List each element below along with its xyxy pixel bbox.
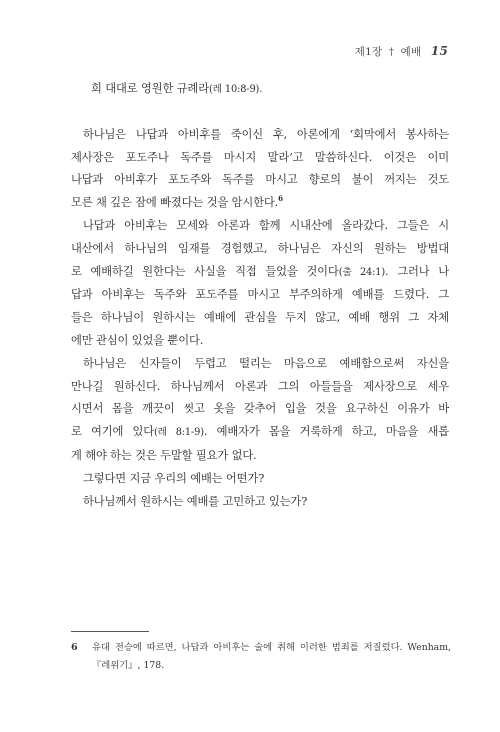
line-text: . 그러나 나	[385, 264, 450, 278]
text-line	[71, 78, 449, 102]
text-line: 시면서 몸을 깨끗이 씻고 옷을 갖추어 입을 것을 요구하신 이유가 바	[71, 402, 449, 416]
text-line: 게 해야 하는 것은 두말할 필요가 없다.	[71, 448, 257, 462]
text-line: 들은 하나님이 원하시는 예배에 관심을 두지 않고, 예배 행위 그 자체	[71, 311, 449, 325]
scripture-reference: (레 10:8-9).	[208, 84, 263, 95]
text-line	[71, 192, 449, 215]
footnote-number: 6	[71, 642, 78, 653]
scripture-reference: (레 8:1-9)	[153, 427, 204, 439]
text-line	[71, 421, 449, 445]
footnote-line: 『레위기』, 178.	[92, 660, 165, 671]
text-line: 나답과 아비후가 포도주와 독주를 마시고 향로의 불이 꺼지는 것도	[71, 173, 449, 187]
text-line: 나답과 아비후는 모세와 아론과 함께 시내산에 올라갔다. 그들은 시	[83, 218, 449, 232]
line-text: . 예배자가 몸을 거룩하게 하고, 마음을 새롭	[203, 425, 449, 439]
text-line: 에만 관심이 있었을 뿐이다.	[71, 333, 204, 347]
chapter-label: 제1장	[354, 46, 383, 58]
intro-paragraph	[71, 78, 449, 102]
line-text: 로 예배하길 원한다는 사실을 직접 들었을 것이다	[71, 264, 339, 278]
question-2	[71, 491, 449, 514]
footnote-body	[92, 639, 451, 675]
dagger-separator: †	[388, 47, 395, 58]
text-line: 답과 아비후는 독주와 포도주를 마시고 부주의하게 예배를 드렸다. 그	[71, 288, 449, 302]
footnote-marker[interactable]: 6	[278, 194, 283, 204]
footnote-divider	[71, 631, 149, 632]
line-text: 모른 채 깊은 잠에 빠졌다는 것을 암시한다.	[71, 196, 279, 210]
footnote	[71, 639, 451, 675]
body-text	[71, 78, 449, 513]
text-line	[71, 261, 449, 285]
scripture-reference: (출 24:1)	[338, 266, 386, 278]
page-number: 15	[430, 44, 448, 58]
text-line: 하나님께서 원하시는 예배를 고민하고 있는가?	[83, 494, 308, 508]
text-line: 하나님은 나답과 아비후를 죽이신 후, 아론에게 ‘회막에서 봉사하는	[83, 127, 449, 141]
text-line: 그렇다면 지금 우리의 예배는 어떤가?	[83, 471, 265, 485]
running-head	[355, 44, 448, 59]
section-label: 예배	[400, 46, 422, 58]
paragraph-3	[71, 353, 449, 468]
paragraph-1	[71, 124, 449, 215]
question-1	[71, 468, 449, 491]
paragraph-gap	[71, 102, 449, 124]
line-text: 로 여기에 있다	[71, 425, 154, 439]
text-line: 내산에서 하나님의 임재를 경험했고, 하나님은 자신의 원하는 방법대	[71, 241, 449, 255]
text-line: 제사장은 포도주나 독주를 마시지 말라’고 말씀하신다. 이것은 이미	[71, 150, 449, 164]
text-line: 만나길 원하신다. 하나님께서 아론과 그의 아들들을 제사장으로 세우	[71, 379, 449, 393]
paragraph-2	[71, 215, 449, 353]
footnote-line: 유대 전승에 따르면, 나답과 아비후는 술에 취해 이러한 범죄를 저질렀다. Wenham,	[92, 642, 451, 653]
text-line: 하나님은 신자들이 두렵고 떨리는 마음으로 예배함으로써 자신을	[83, 356, 449, 370]
intro-text: 희 대대로 영원한 규례라	[91, 82, 209, 95]
